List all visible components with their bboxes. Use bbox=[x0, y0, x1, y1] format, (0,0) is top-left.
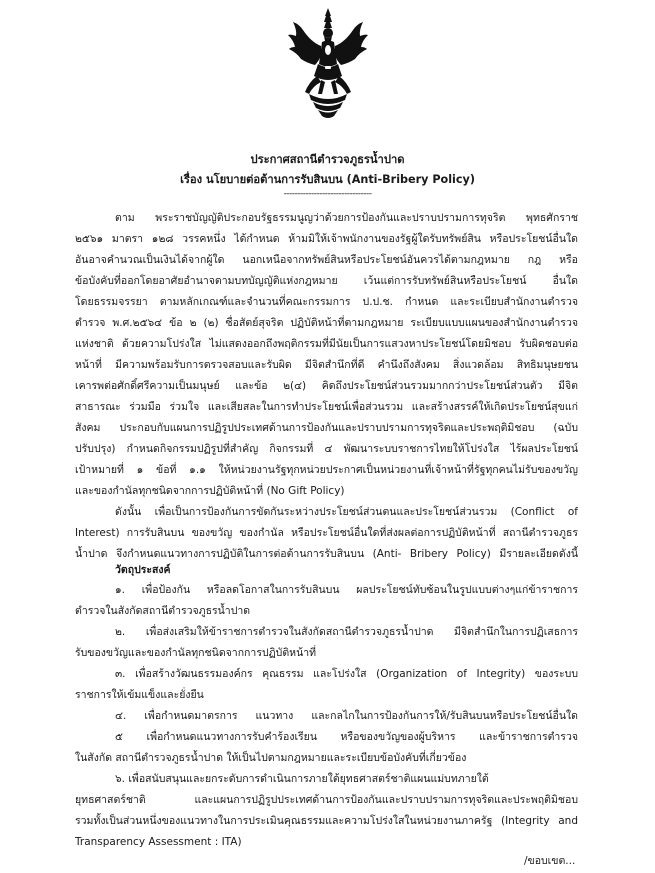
objectives-heading: วัตถุประสงค์ bbox=[115, 564, 171, 576]
text-line: ตาม พระราชบัญญัติประกอบรัฐธรรมนูญว่าด้วยการป้องกันและปราบปรามการทุจริต พุทธศักราช bbox=[115, 212, 578, 224]
list-item: ตำรวจในสังกัดสถานีตำรวจภูธรน้ำปาด bbox=[75, 605, 251, 617]
list-item: Transparency Assessment : ITA) bbox=[75, 836, 242, 848]
text-line: ๒๕๖๑ มาตรา ๑๒๘ วรรคหนึ่ง ได้กำหนด ห้ามมิให้เจ้าพนักงานของรัฐผู้ใดรับทรัพย์สิน หรือประโยชน์อื่นใด bbox=[75, 233, 578, 245]
text-line: ข้อบังคับที่ออกโดยอาศัยอำนาจตามบทบัญญัติแห่งกฎหมาย เว้นแต่การรับทรัพย์สินหรือประโยชน์ อื่นใด bbox=[75, 275, 578, 287]
list-item: ๕ เพื่อกำหนดแนวทางการรับคำร้องเรียน หรือของขวัญของผู้บริหาร และข้าราชการตำรวจ bbox=[115, 731, 578, 743]
text-line: เป้าหมายที่ ๑ ข้อที่ ๑.๑ ให้หน่วยงานรัฐทุกหน่วยประกาศเป็นหน่วยงานที่เจ้าหน้าที่รัฐทุกคนไม่รับของขวัญ bbox=[75, 464, 578, 476]
text-line: ตำรวจ พ.ศ.๒๕๖๔ ข้อ ๒ (๒) ซื่อสัตย์สุจริต ปฏิบัติหน้าที่ตามกฎหมาย ระเบียบแบบแผนของสำนักงานตำรวจ bbox=[75, 317, 578, 329]
title-divider: -------------------------------- bbox=[283, 189, 372, 199]
text-line: ปรับปรุง) กำหนดกิจกรรมปฏิรูปที่สำคัญ กิจกรรมที่ ๔ พัฒนาระบบราชการไทยให้โปร่งใส ไร้ผลประโยชน์ bbox=[75, 443, 578, 455]
list-item: ยุทธศาสตร์ชาติ และแผนการปฏิรูปประเทศด้านการป้องกันและปราบปรามการทุจริตและประพฤติมิชอบ bbox=[75, 794, 578, 806]
text-line: โดยธรรมจรรยา ตามหลักเกณฑ์และจำนวนที่คณะกรรมการ ป.ป.ช. กำหนด และระเบียบสำนักงานตำรวจ bbox=[75, 296, 578, 308]
text-line: เคารพต่อศักดิ์ศรีความเป็นมนุษย์ และข้อ ๒(๔) คิดถึงประโยชน์ส่วนรวมมากกว่าประโยชน์ส่วนตัว มีจิต bbox=[75, 380, 578, 392]
text-line: และของกำนัลทุกชนิดจากการปฏิบัติหน้าที่ (No Gift Policy) bbox=[75, 485, 345, 497]
list-item: ๒. เพื่อส่งเสริมให้ข้าราชการตำรวจในสังกัดสถานีตำรวจภูธรน้ำปาด มีจิตสำนึกในการปฏิเสธการ bbox=[115, 626, 578, 638]
list-item: ๖. เพื่อสนับสนุนและยกระดับการดำเนินการภายใต้ยุทธศาสตร์ชาติแผนแม่บทภายใต้ bbox=[115, 773, 489, 785]
document-subject: เรื่อง นโยบายต่อต้านการรับสินบน (Anti-Bribery Policy) bbox=[180, 173, 475, 186]
continuation-marker: /ขอบเขต... bbox=[524, 855, 576, 867]
text-line: แห่งชาติ ด้วยความโปร่งใส ไม่แสดงออกถึงพฤติกรรมที่มีนัยเป็นการแสวงหาประโยชน์โดยมิชอบ รับผิดชอบต่อ bbox=[75, 338, 578, 350]
list-item: ในสังกัด สถานีตำรวจภูธรน้ำปาด ให้เป็นไปตามกฎหมายและระเบียบข้อบังคับที่เกี่ยวข้อง bbox=[75, 752, 467, 764]
text-line: สังคม ประกอบกับแผนการปฏิรูปประเทศด้านการป้องกันและปราบปรามการทุจริตและประพฤติมิชอบ (ฉบับ bbox=[75, 422, 578, 434]
text-line: ดังนั้น เพื่อเป็นการป้องกันการขัดกันระหว่างประโยชน์ส่วนตนและประโยชน์ส่วนรวม (Conflict of bbox=[115, 506, 578, 518]
text-line: น้ำปาด จึงกำหนดแนวทางการปฏิบัติในการต่อต้านการรับสินบน (Anti- Bribery Policy) มีรายละเอียดดังนี้ bbox=[75, 548, 578, 560]
document-title: ประกาศสถานีตำรวจภูธรน้ำปาด bbox=[250, 153, 405, 166]
list-item: ราชการให้เข้มแข็งและยั่งยืน bbox=[75, 689, 204, 701]
text-line: หน้าที่ มีความพร้อมรับการตรวจสอบและรับผิด มีจิตสำนึกที่ดี คำนึงถึงสังคม สิ่งแวดล้อม สิทธิมนุษยชน bbox=[75, 359, 578, 371]
list-item: ๔. เพื่อกำหนดมาตรการ แนวทาง และกลไกในการป้องกันการให้/รับสินบนหรือประโยชน์อื่นใด bbox=[115, 710, 578, 722]
list-item: รวมทั้งเป็นส่วนหนึ่งของแนวทางในการประเมินคุณธรรมและความโปร่งใสในหน่วยงานภาครัฐ (Integrity and bbox=[75, 815, 578, 827]
garuda-emblem-icon bbox=[287, 6, 369, 122]
list-item: รับของขวัญและของกำนัลทุกชนิดจากการปฏิบัติหน้าที่ bbox=[75, 647, 317, 659]
list-item: ๑. เพื่อป้องกัน หรือลดโอกาสในการรับสินบน ผลประโยชน์ทับซ้อนในรูปแบบต่างๆแก่ข้าราชการ bbox=[115, 584, 578, 596]
list-item: ๓. เพื่อสร้างวัฒนธรรมองค์กร คุณธรรม และโปร่งใส (Organization of Integrity) ของระบบ bbox=[115, 668, 578, 680]
text-line: สาธารณะ ร่วมมือ ร่วมใจ และเสียสละในการทำประโยชน์เพื่อส่วนรวม และสร้างสรรค์ให้เกิดประโยชน์สุขแก่ bbox=[75, 401, 578, 413]
text-line: Interest) การรับสินบน ของขวัญ ของกำนัล หรือประโยชน์อื่นใดที่ส่งผลต่อการปฏิบัติหน้าที่ สถานีตำรวจภูธร bbox=[75, 527, 578, 539]
text-line: อันอาจคำนวณเป็นเงินได้จากผู้ใด นอกเหนือจากทรัพย์สินหรือประโยชน์อันควรได้ตามกฎหมาย กฎ หรือ bbox=[75, 254, 578, 266]
